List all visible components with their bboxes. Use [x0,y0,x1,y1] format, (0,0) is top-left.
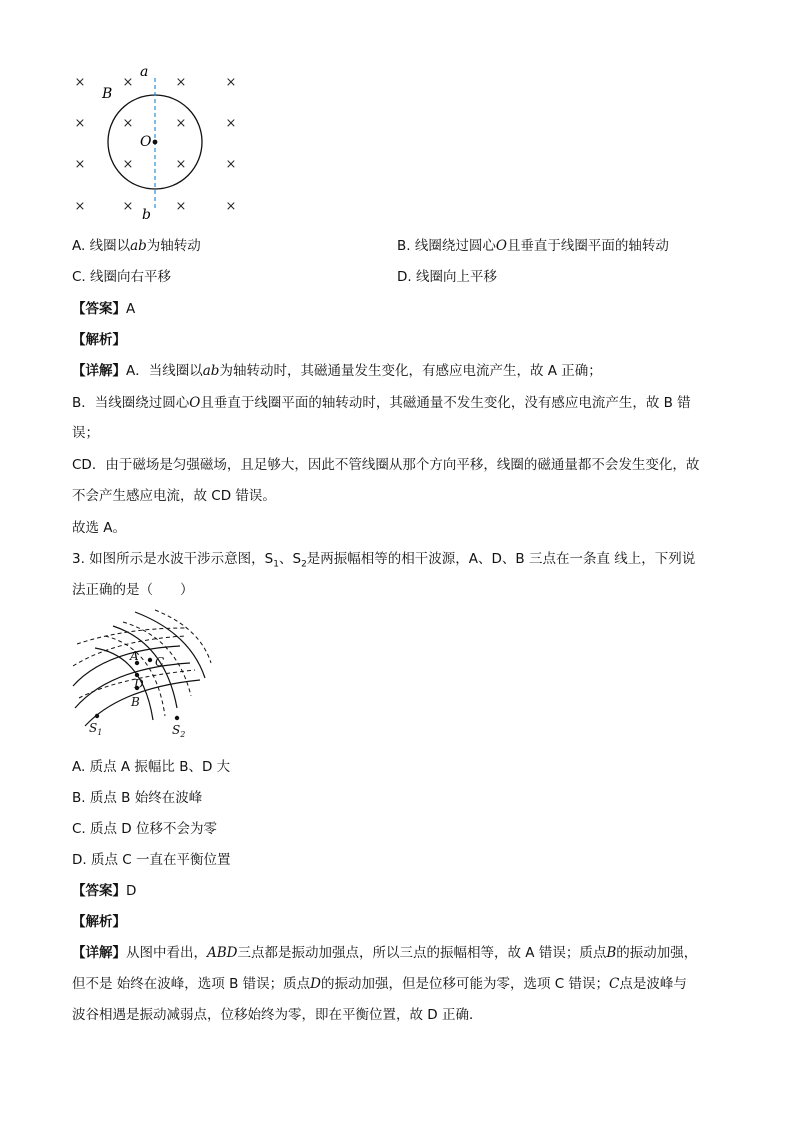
detail-math: O [189,395,201,411]
field-cross: × [175,75,187,90]
q2-option-d: D. 线圈向上平移 [397,269,497,285]
field-cross: × [122,199,134,214]
q2-option-b [397,234,669,254]
detail-math: B [606,945,617,961]
detail-text: 的振动加强， [616,945,698,961]
detail-text: 点是波峰与 [619,976,687,992]
option-math: O [495,238,507,254]
label-S2: $S_2$ [172,723,186,739]
q3-detail-line1 [72,941,697,961]
q3-stem-line1 [72,547,695,570]
label-B: B [131,695,140,709]
detail-text: 从图中看出， [126,945,207,961]
q2-detail-line2 [72,391,691,411]
detail-text: B．当线圈绕过圆心 [72,395,190,411]
wave-trough-arc [73,636,185,666]
stem-text: 是两振幅相等的相干波源，A、D、B 三点在一条直 线上，下列说 [306,551,696,567]
answer-tag: 【答案】 [72,301,126,317]
stem-text: 、S [278,551,302,567]
detail-tag: 【详解】 [72,363,126,379]
answer-tag: 【答案】 [72,883,126,899]
point-C [148,658,152,662]
q2-detail-line3: 误； [72,425,99,441]
subscript: 1 [273,559,279,570]
field-cross: × [175,157,187,172]
detail-math: ab [202,363,220,379]
label-S1: $S_1$ [89,721,103,737]
q2-detail-line5: 不会产生感应电流，故 CD 错误。 [72,488,276,504]
field-cross: × [225,116,237,131]
detail-text: 为轴转动时，其磁通量发生变化，有感应电流产生，故 A 正确； [219,363,602,379]
field-cross: × [74,116,86,131]
wave-interference-figure [65,608,215,743]
point-S2 [175,716,179,720]
field-cross: × [175,199,187,214]
q2-option-a [72,234,201,254]
q2-detail-line4: CD．由于磁场是匀强磁场，且足够大，因此不管线圈从那个方向平移，线圈的磁通量都不会发生变化，故 [72,457,700,473]
q3-analysis-tag: 【解析】 [72,914,126,930]
label-B: B [102,86,113,102]
point-S1 [95,714,99,718]
label-C: C [155,655,165,669]
field-cross: × [74,157,86,172]
label-a: a [140,64,149,80]
detail-math: D [310,976,321,992]
field-cross: × [122,75,134,90]
stem-text: 3. 如图所示是水波干涉示意图，S [72,551,274,567]
magnetic-field-figure [60,58,260,223]
answer-value: D [126,883,137,899]
field-cross: × [122,116,134,131]
label-b: b [142,207,151,223]
detail-tag: 【详解】 [72,945,126,961]
field-cross: × [74,75,86,90]
answer-value: A [126,301,136,317]
field-cross: × [175,116,187,131]
wave-crest-arc [95,648,153,720]
detail-text: 的振动加强，但是位移可能为零，选项 C 错误； [320,976,609,992]
wave-crest-arc [113,626,177,708]
detail-math: ABD [207,945,238,961]
subscript: 2 [301,559,307,570]
detail-text: 三点都是振动加强点，所以三点的振幅相等，故 A 错误；质点 [237,945,607,961]
q2-answer [72,297,135,317]
q2-detail-line6: 故选 A。 [72,520,127,536]
center-point [153,140,158,145]
field-cross: × [225,199,237,214]
option-text: 为轴转动 [146,238,201,254]
q2-option-c: C. 线圈向右平移 [72,269,172,285]
field-cross: × [225,75,237,90]
field-cross: × [122,157,134,172]
option-text: A. 线圈以 [72,238,131,254]
label-D: D [134,677,144,691]
option-math: ab [130,238,147,254]
q3-option-c: C. 质点 D 位移不会为零 [72,821,217,837]
detail-text: 但不是 始终在波峰，选项 B 错误；质点 [72,976,311,992]
q3-option-a: A. 质点 A 振幅比 B、D 大 [72,759,231,775]
q2-analysis-tag: 【解析】 [72,332,126,348]
field-cross: × [74,199,86,214]
q3-answer [72,879,136,899]
q3-detail-line3: 波谷相遇是振动减弱点，位移始终为零，即在平衡位置，故 D 正确． [72,1007,483,1023]
field-cross: × [225,157,237,172]
detail-math: C [608,976,620,992]
option-text: B. 线圈绕过圆心 [397,238,496,254]
option-text: 且垂直于线圈平面的轴转动 [506,238,669,254]
q3-option-b: B. 质点 B 始终在波峰 [72,790,203,806]
detail-text: A．当线圈以 [126,363,203,379]
q3-option-d: D. 质点 C 一直在平衡位置 [72,852,231,868]
detail-text: 且垂直于线圈平面的轴转动时，其磁通量不发生变化，没有感应电流产生，故 B 错 [200,395,691,411]
q3-detail-line2 [72,972,687,992]
label-O: O [140,134,152,150]
q3-stem-line2: 法正确的是（ ） [72,582,194,598]
q2-detail-line1 [72,359,602,379]
label-A: A [130,649,139,663]
